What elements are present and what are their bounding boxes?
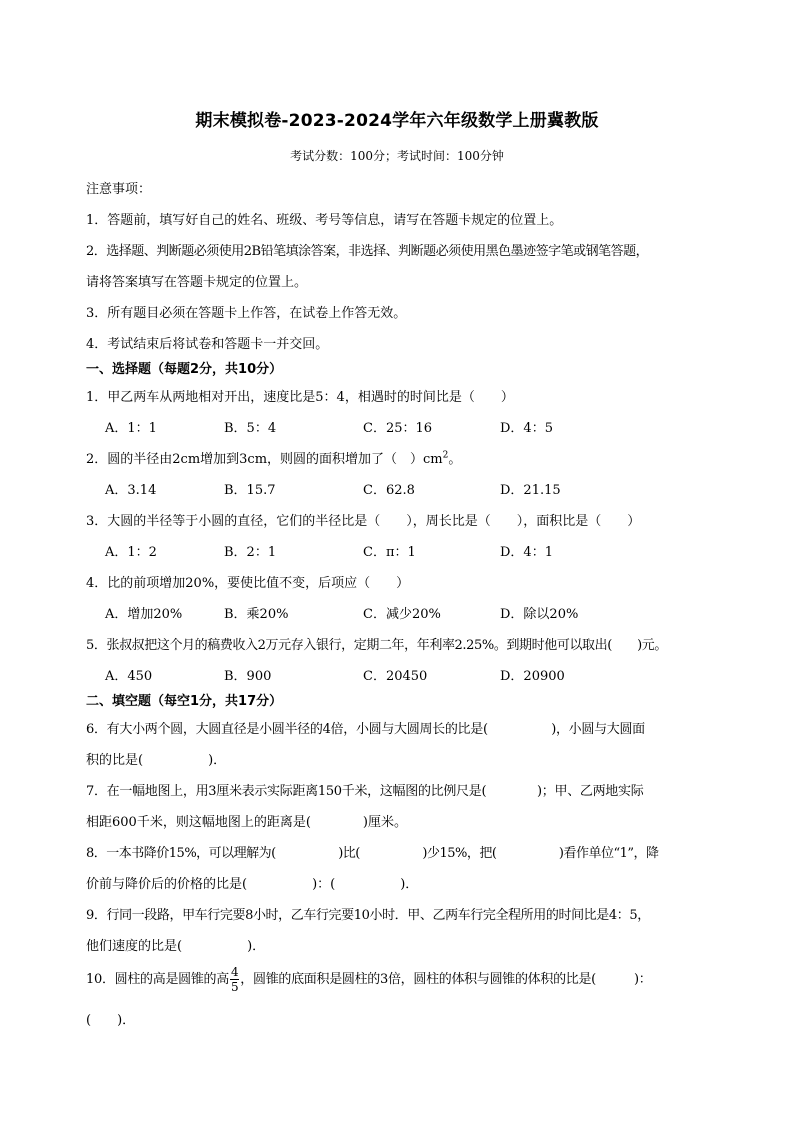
section-heading: 二、填空题（每空1分，共17分） xyxy=(86,694,283,709)
question-stem: 5．张叔叔把这个月的稿费收入2万元存入银行，定期二年，年利率2.25%。到期时他可以取出( )元。 xyxy=(86,638,667,653)
question-stem: 3．大圆的半径等于小圆的直径，它们的半径比是（ ），周长比是（ ），面积比是（ ） xyxy=(86,514,641,529)
option-d: D．21.15 xyxy=(500,483,561,498)
option-a: A．1：1 xyxy=(105,421,157,436)
option-d: D．4：1 xyxy=(500,545,553,560)
option-b: B．乘20% xyxy=(224,607,289,622)
option-c: C．π：1 xyxy=(363,545,416,560)
question-line: 相距600千米，则这幅地图上的距离是( )厘米。 xyxy=(86,815,407,830)
question-line: 9．行同一段路，甲车行完要8小时，乙车行完要10小时．甲、乙两车行完全程所用的时间比是4：5， xyxy=(86,908,650,923)
option-a: A．3.14 xyxy=(105,483,157,498)
question-stem: 1．甲乙两车从两地相对开出，速度比是5：4，相遇时的时间比是（ ） xyxy=(86,390,514,405)
question-stem: 4．比的前项增加20%，要使比值不变，后项应（ ） xyxy=(86,576,410,591)
exam-subtitle: 考试分数：100分；考试时间：100分钟 xyxy=(290,149,504,163)
question-10 xyxy=(86,966,652,993)
option-b: B．5：4 xyxy=(224,421,277,436)
question-line: 7．在一幅地图上，用3厘米表示实际距离150千米，这幅图的比例尺是( )；甲、乙两地实际 xyxy=(86,784,644,799)
stem-text: 2．圆的半径由2cm增加到3cm，则圆的面积增加了（ ）cm xyxy=(86,452,443,467)
note-item: 2．选择题、判断题必须使用2B铅笔填涂答案，非选择、判断题必须使用黑色墨迹签字笔或钢笔答题， xyxy=(86,244,649,259)
option-a: A．1：2 xyxy=(105,545,157,560)
fraction-denominator: 5 xyxy=(230,980,239,994)
option-d: D．4：5 xyxy=(500,421,553,436)
note-item: 4．考试结束后将试卷和答题卡一并交回。 xyxy=(86,337,329,352)
option-b: B．900 xyxy=(224,669,272,684)
note-item: 3．所有题目必须在答题卡上作答，在试卷上作答无效。 xyxy=(86,306,407,321)
fraction-numerator: 4 xyxy=(230,965,239,979)
option-a: A．增加20% xyxy=(105,607,183,622)
stem-text-end: 。 xyxy=(448,452,462,467)
option-b: B．15.7 xyxy=(224,483,276,498)
fraction xyxy=(230,966,239,993)
question-stem xyxy=(86,448,461,467)
question-line: 他们速度的比是( )． xyxy=(86,939,266,954)
question-line: ( )． xyxy=(86,1013,136,1028)
option-c: C．20450 xyxy=(363,669,428,684)
option-c: C．25：16 xyxy=(363,421,433,436)
section-heading: 一、选择题（每题2分，共10分） xyxy=(86,362,283,377)
question-line: 积的比是( )． xyxy=(86,753,227,768)
note-item: 请将答案填写在答题卡规定的位置上。 xyxy=(86,275,308,290)
question-line: 6．有大小两个圆，大圆直径是小圆半径的4倍，小圆与大圆周长的比是( )，小圆与大圆面 xyxy=(86,722,645,737)
q10-text-start: 10．圆柱的高是圆锥的高 xyxy=(86,972,229,987)
note-item: 1．答题前，填写好自己的姓名、班级、考号等信息，请写在答题卡规定的位置上。 xyxy=(86,213,563,228)
q10-text-end: ，圆锥的底面积是圆柱的3倍，圆柱的体积与圆锥的体积的比是( )： xyxy=(240,972,652,987)
superscript: 2 xyxy=(442,450,449,461)
option-c: C．62.8 xyxy=(363,483,415,498)
question-line: 8．一本书降价15%，可以理解为( )比( )少15%，把( )看作单位“1”，降 xyxy=(86,846,659,861)
exam-title: 期末模拟卷-2023-2024学年六年级数学上册冀教版 xyxy=(195,111,599,131)
option-c: C．减少20% xyxy=(363,607,441,622)
option-d: D．20900 xyxy=(500,669,565,684)
question-line: 价前与降价后的价格的比是( )：( )． xyxy=(86,877,419,892)
option-d: D．除以20% xyxy=(500,607,579,622)
option-b: B．2：1 xyxy=(224,545,277,560)
option-a: A．450 xyxy=(105,669,153,684)
notes-heading: 注意事项： xyxy=(86,182,152,197)
